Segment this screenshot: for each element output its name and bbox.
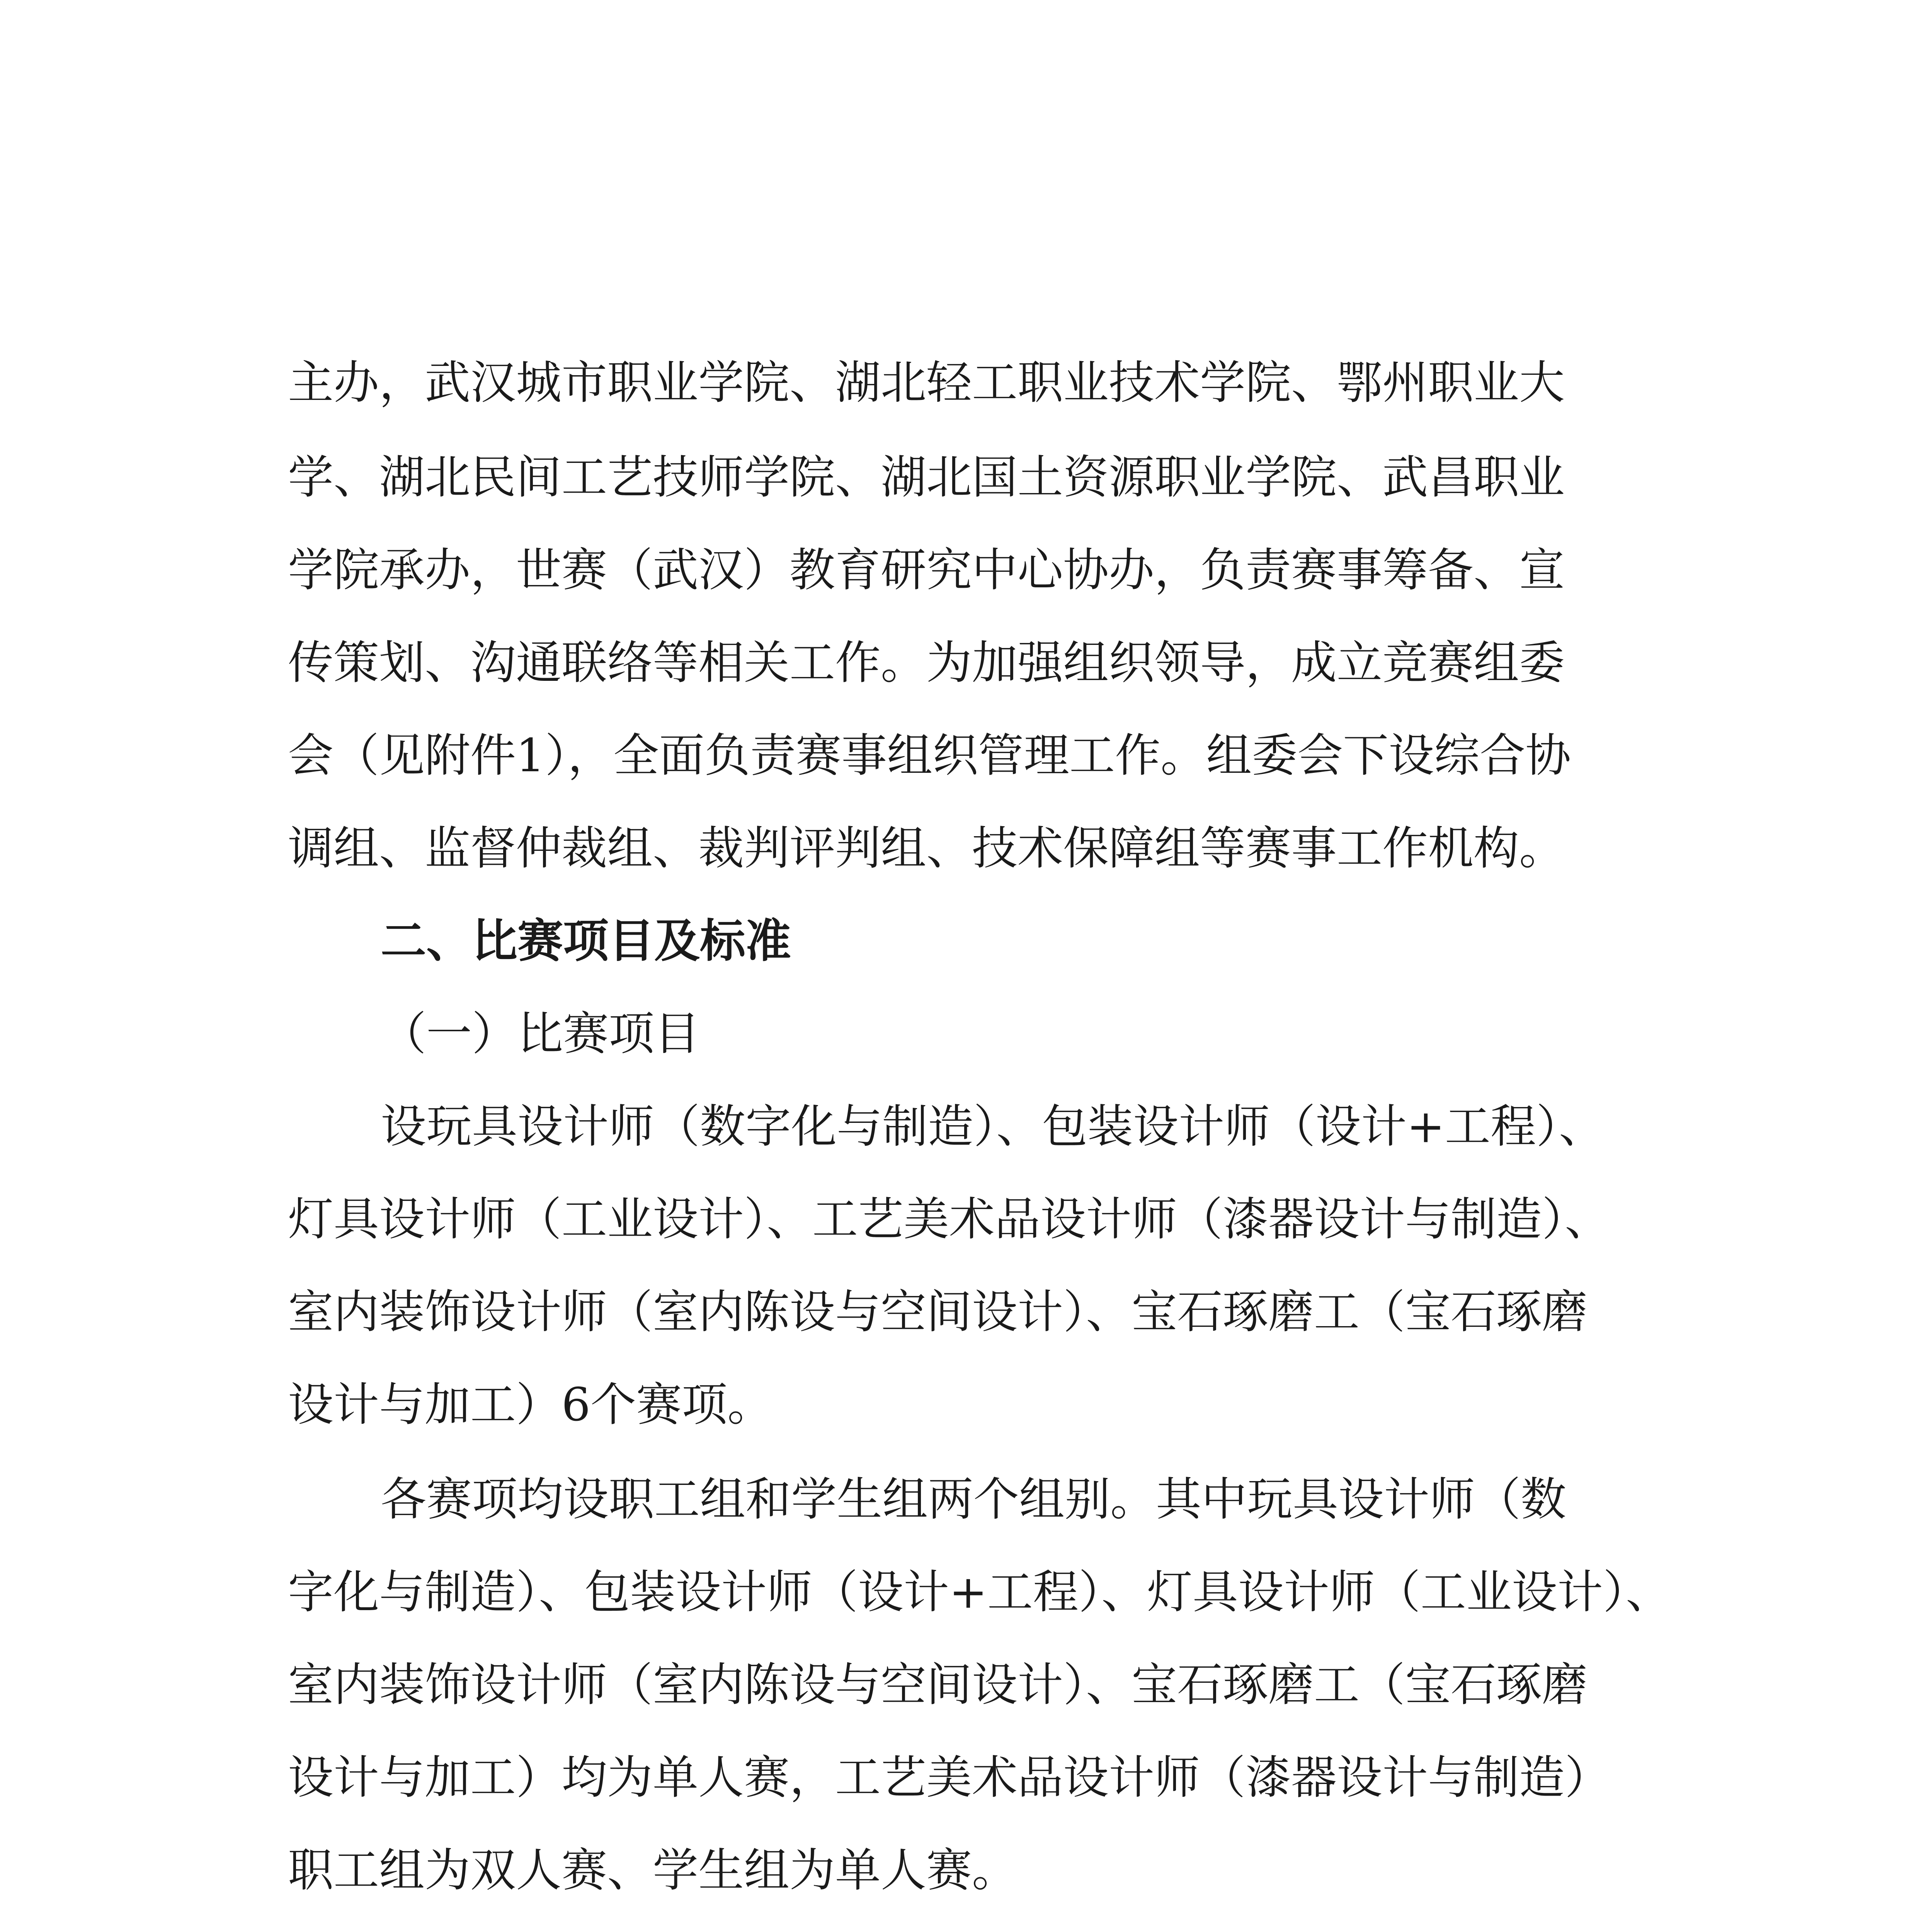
body-line-15: 职工组为双人赛、学生组为单人赛。 <box>288 1844 1018 1897</box>
body-line-1: 主办，武汉城市职业学院、湖北轻工职业技术学院、鄂州职业大 <box>288 356 1565 409</box>
body-line-6: 调组、监督仲裁组、裁判评判组、技术保障组等赛事工作机构。 <box>288 821 1565 875</box>
body-line-12: 字化与制造）、包装设计师（设计+工程）、灯具设计师（工业设计）、 <box>288 1565 1671 1619</box>
body-line-11: 各赛项均设职工组和学生组两个组别。其中玩具设计师（数 <box>381 1473 1567 1526</box>
subsection-heading-1: （一）比赛项目 <box>381 1007 700 1060</box>
body-line-7: 设玩具设计师（数字化与制造）、包装设计师（设计+工程）、 <box>381 1100 1605 1153</box>
body-line-5: 会（见附件1），全面负责赛事组织管理工作。组委会下设综合协 <box>288 729 1571 782</box>
body-line-3: 学院承办，世赛（武汉）教育研究中心协办，负责赛事筹备、宣 <box>288 543 1565 597</box>
body-line-4: 传策划、沟通联络等相关工作。为加强组织领导，成立竞赛组委 <box>288 636 1565 689</box>
body-line-8: 灯具设计师（工业设计）、工艺美术品设计师（漆器设计与制造）、 <box>288 1192 1611 1246</box>
section-heading-2: 二、比赛项目及标准 <box>381 914 791 968</box>
body-line-14: 设计与加工）均为单人赛，工艺美术品设计师（漆器设计与制造） <box>288 1751 1611 1804</box>
body-line-13: 室内装饰设计师（室内陈设与空间设计）、宝石琢磨工（宝石琢磨 <box>288 1658 1588 1711</box>
body-line-10: 设计与加工）6个赛项。 <box>288 1378 773 1431</box>
body-line-9: 室内装饰设计师（室内陈设与空间设计）、宝石琢磨工（宝石琢磨 <box>288 1285 1588 1338</box>
body-line-2: 学、湖北民间工艺技师学院、湖北国土资源职业学院、武昌职业 <box>288 451 1565 504</box>
